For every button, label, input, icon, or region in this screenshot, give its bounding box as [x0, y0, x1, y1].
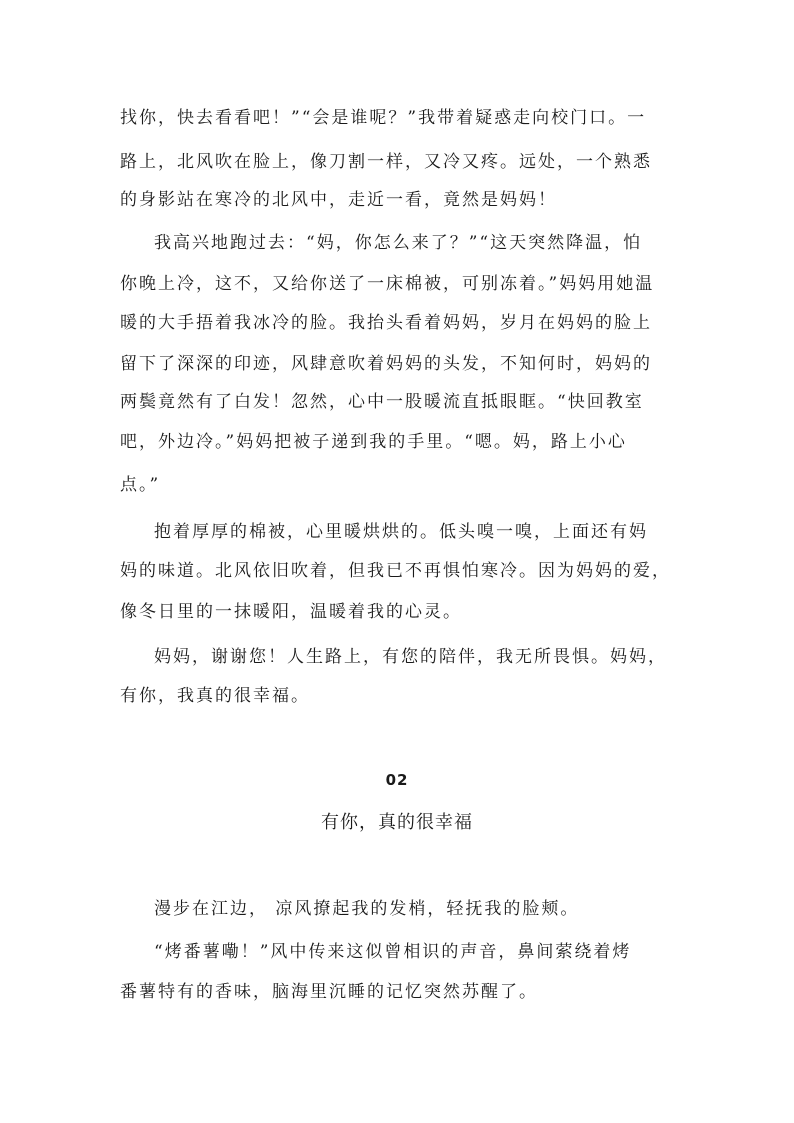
paragraph-line: 番薯特有的香味，脑海里沉睡的记忆突然苏醒了。: [120, 982, 538, 1002]
paragraph-line: 的身影站在寒冷的北风中，走近一看，竟然是妈妈！: [120, 190, 557, 210]
paragraph-line: 路上，北风吹在脸上，像刀割一样，又冷又疼。远处，一个熟悉: [120, 152, 652, 172]
paragraph-line: 妈的味道。北风依旧吹着，但我已不再惧怕寒冷。因为妈妈的爱，: [120, 561, 671, 581]
paragraph-line: 暖的大手捂着我冰冷的脸。我抬头看着妈妈，岁月在妈妈的脸上: [120, 313, 652, 333]
paragraph-line: 抱着厚厚的棉被，心里暖烘烘的。低头嗅一嗅，上面还有妈: [154, 522, 648, 542]
paragraph-line: 点。”: [120, 475, 161, 495]
paragraph-line: 吧，外边冷。”妈妈把被子递到我的手里。“嗯。妈，路上小心: [120, 432, 627, 452]
paragraph-line: 妈妈，谢谢您！人生路上，有您的陪伴，我无所畏惧。妈妈，: [154, 647, 667, 667]
paragraph-line: 留下了深深的印迹，风肆意吹着妈妈的头发，不知何时，妈妈的: [120, 354, 652, 374]
paragraph-line: 漫步在江边， 凉风撩起我的发梢，轻抚我的脸颊。: [154, 899, 580, 919]
paragraph-line: 你晚上冷，这不，又给你送了一床棉被，可别冻着。”妈妈用她温: [120, 274, 655, 294]
paragraph-line: 有你，我真的很幸福。: [120, 686, 310, 706]
paragraph-line: 两鬓竟然有了白发！忽然，心中一股暖流直抵眼眶。“快回教室: [120, 392, 644, 412]
paragraph-line: “烤番薯嘞！”风中传来这似曾相识的声音，鼻间萦绕着烤: [154, 942, 632, 962]
paragraph-line: 像冬日里的一抹暖阳，温暖着我的心灵。: [120, 602, 462, 622]
paragraph-line: 找你，快去看看吧！”“会是谁呢？”我带着疑惑走向校门口。一: [120, 108, 647, 128]
section-title: 有你，真的很幸福: [321, 812, 473, 833]
section-number: 02: [385, 771, 409, 789]
paragraph-line: 我高兴地跑过去：“妈，你怎么来了？”“这天突然降温，怕: [154, 233, 643, 253]
